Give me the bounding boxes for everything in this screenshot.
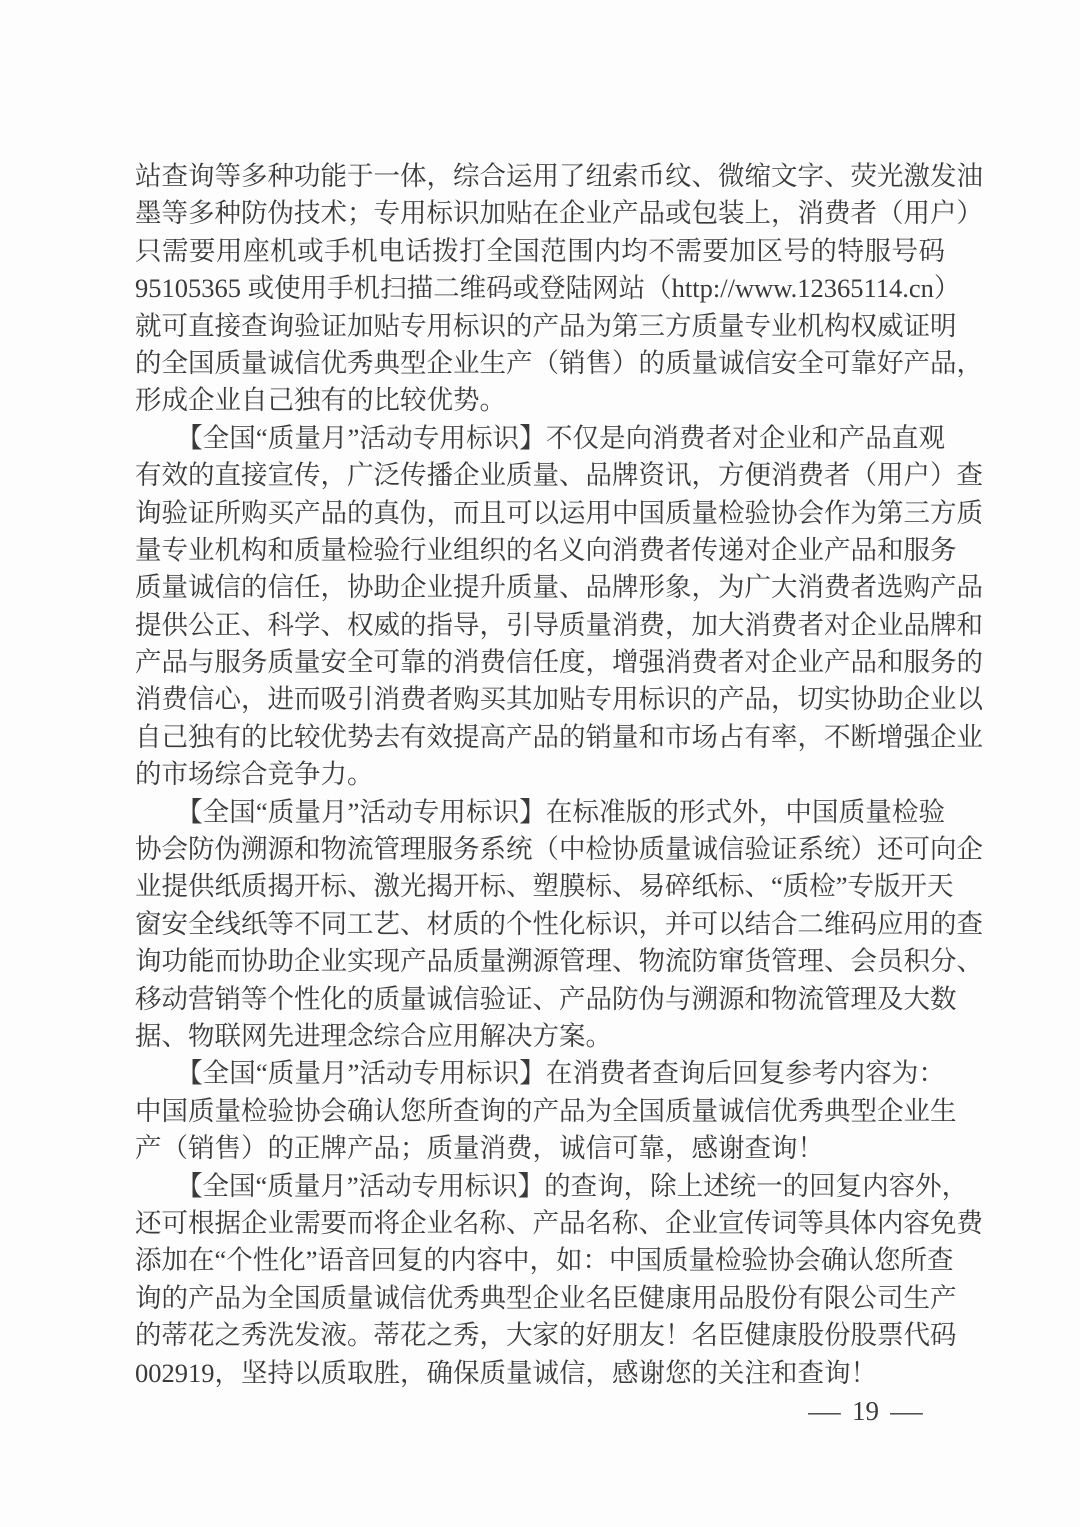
document-body-text: [135, 158, 983, 1392]
paragraph: [135, 794, 983, 1056]
footer-dash-right: —: [890, 1396, 923, 1426]
paragraph: [135, 158, 983, 420]
text-line: 移动营销等个性化的质量诚信验证、产品防伪与溯源和物流管理及大数: [135, 983, 957, 1014]
text-line: 询验证所购买产品的真伪，而且可以运用中国质量检验协会作为第三方质: [135, 497, 983, 528]
text-line: 形成企业自己独有的比较优势。: [135, 385, 506, 416]
text-line: 量专业机构和质量检验行业组织的名义向消费者传递对企业产品和服务: [135, 534, 957, 565]
text-line: 业提供纸质揭开标、激光揭开标、塑膜标、易碎纸标、“质检”专版开天: [135, 871, 954, 902]
footer-page-number: 19: [852, 1396, 879, 1426]
text-line: 墨等多种防伪技术；专用标识加贴在企业产品或包装上，消费者（用户）: [135, 198, 983, 229]
text-line: 据、物联网先进理念综合应用解决方案。: [135, 1020, 612, 1051]
page-number: [808, 1396, 923, 1427]
paragraph: [135, 420, 983, 794]
text-line: 95105365 或使用手机扫描二维码或登陆网站（http://www.12365114.cn）: [135, 273, 961, 304]
text-line: 协会防伪溯源和物流管理服务系统（中检协质量诚信验证系统）还可向企: [135, 834, 983, 865]
text-line: 的蒂花之秀洗发液。蒂花之秀，大家的好朋友！名臣健康股份股票代码: [135, 1320, 957, 1351]
text-line: 添加在“个性化”语音回复的内容中，如：中国质量检验协会确认您所查: [135, 1245, 954, 1276]
text-line: 询的产品为全国质量诚信优秀典型企业名臣健康用品股份有限公司生产: [135, 1282, 957, 1313]
text-line: 产（销售）的正牌产品；质量消费，诚信可靠，感谢查询！: [135, 1133, 824, 1164]
text-line: 消费信心，进而吸引消费者购买其加贴专用标识的产品，切实协助企业以: [135, 684, 983, 715]
text-line: 中国质量检验协会确认您所查询的产品为全国质量诚信优秀典型企业生: [135, 1095, 957, 1126]
text-line: 还可根据企业需要而将企业名称、产品名称、企业宣传词等具体内容免费: [135, 1207, 983, 1238]
paragraph: [135, 1168, 983, 1392]
text-line: 【全国“质量月”活动专用标识】的查询，除上述统一的回复内容外，: [176, 1170, 969, 1201]
text-line: 【全国“质量月”活动专用标识】在标准版的形式外，中国质量检验: [176, 796, 945, 827]
text-line: 质量诚信的信任，协助企业提升质量、品牌形象，为广大消费者选购产品: [135, 572, 983, 603]
text-line: 002919，坚持以质取胜，确保质量诚信，感谢您的关注和查询！: [135, 1357, 877, 1388]
text-line: 有效的直接宣传，广泛传播企业质量、品牌资讯，方便消费者（用户）查: [135, 460, 983, 491]
text-line: 站查询等多种功能于一体，综合运用了纽索币纹、微缩文字、荧光激发油: [135, 161, 983, 191]
text-line: 产品与服务质量安全可靠的消费信任度，增强消费者对企业产品和服务的: [135, 647, 983, 678]
text-line: 【全国“质量月”活动专用标识】不仅是向消费者对企业和产品直观: [176, 422, 945, 453]
text-line: 询功能而协助企业实现产品质量溯源管理、物流防窜货管理、会员积分、: [135, 946, 983, 977]
text-line: 只需要用座机或手机电话拨打全国范围内均不需要加区号的特服号码: [135, 235, 945, 266]
text-line: 的全国质量诚信优秀典型企业生产（销售）的质量诚信安全可靠好产品，: [135, 347, 983, 378]
text-line: 窗安全线纸等不同工艺、材质的个性化标识，并可以结合二维码应用的查: [135, 908, 983, 939]
text-line: 就可直接查询验证加贴专用标识的产品为第三方质量专业机构权威证明: [135, 310, 957, 341]
footer-dash-left: —: [808, 1396, 841, 1426]
text-line: 【全国“质量月”活动专用标识】在消费者查询后回复参考内容为：: [176, 1058, 945, 1089]
text-line: 自己独有的比较优势去有效提高产品的销量和市场占有率，不断增强企业: [135, 721, 983, 752]
text-line: 提供公正、科学、权威的指导，引导质量消费，加大消费者对企业品牌和: [135, 609, 983, 640]
text-line: 的市场综合竞争力。: [135, 759, 374, 790]
paragraph: [135, 1055, 957, 1167]
